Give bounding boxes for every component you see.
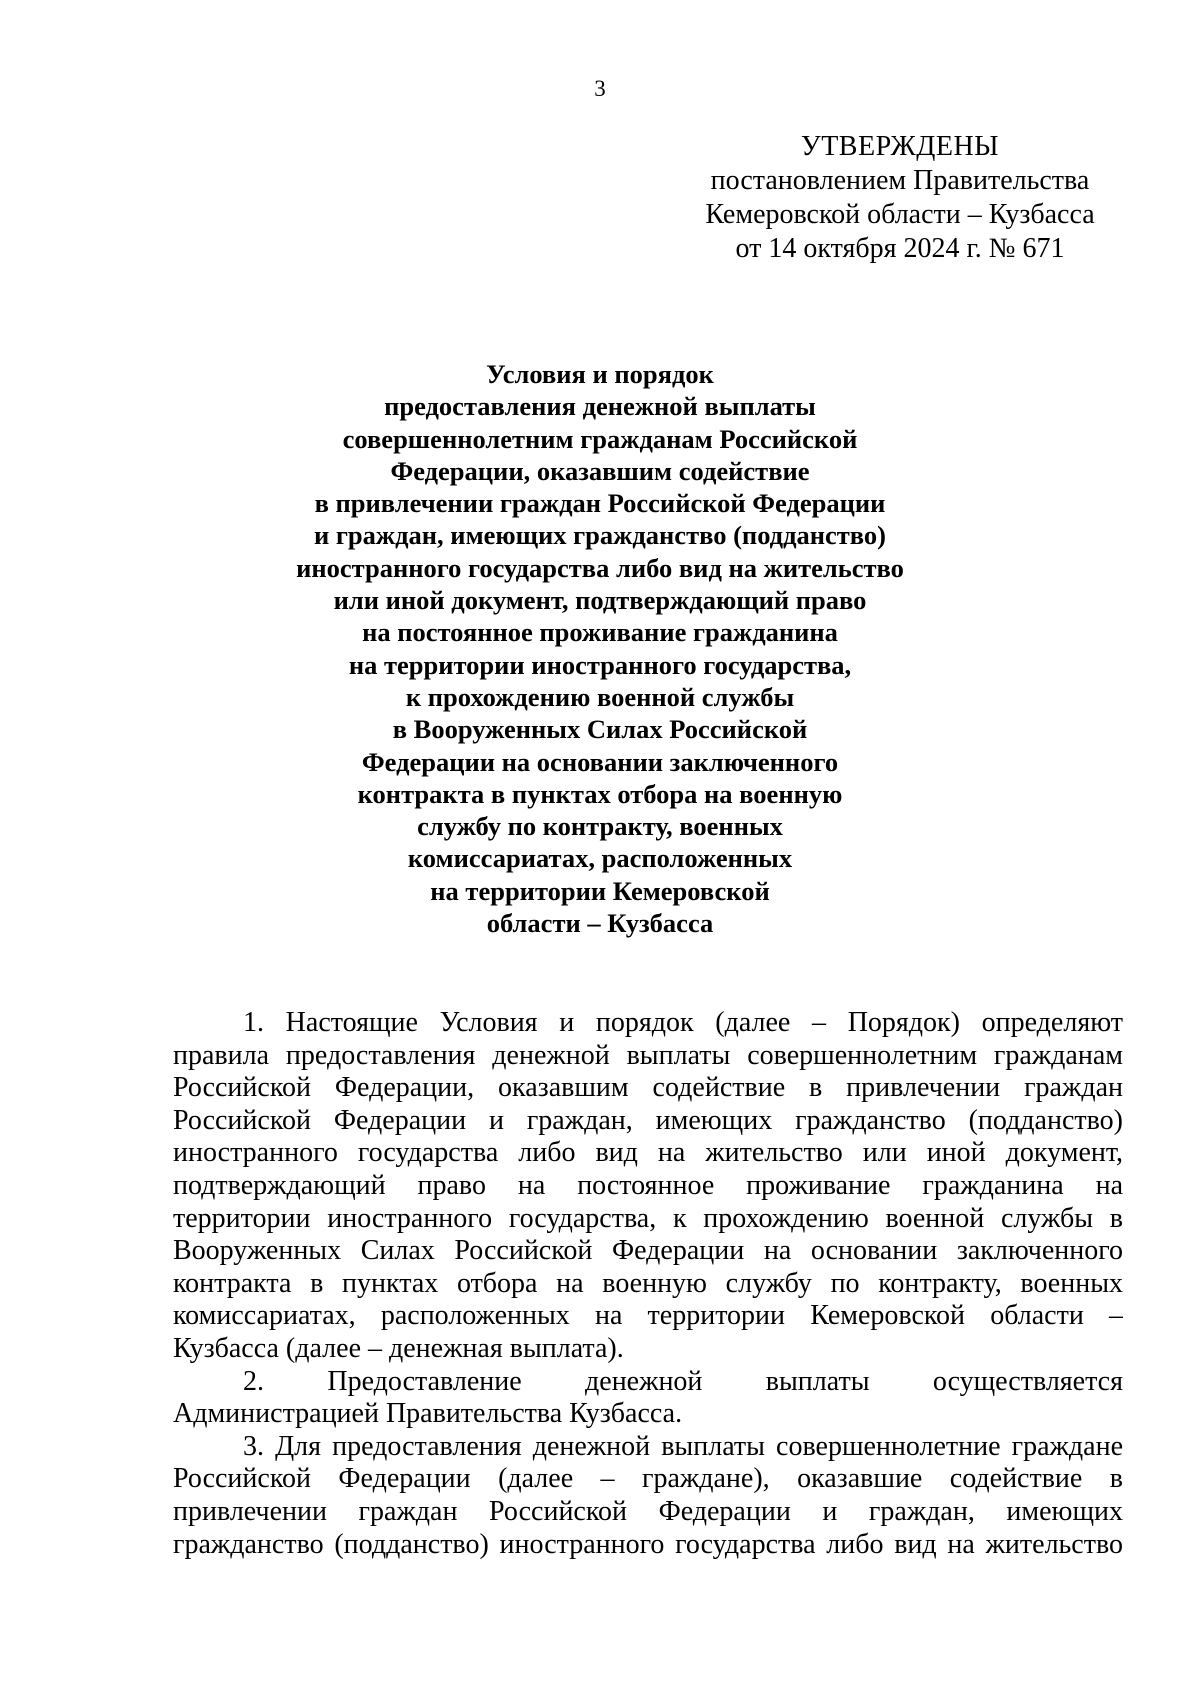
title-line: предоставления денежной выплаты [384,391,816,422]
paragraph-line: 3. Для предоставления денежной выплаты совершеннолетние граждане [243,1430,1123,1462]
title-line: на территории Кемеровской [430,875,770,906]
title-line: контракта в пунктах отбора на военную [357,778,843,809]
title-line: службу по контракту, военных [417,811,783,842]
paragraph-line: Российской Федерации (далее – граждане), оказавшие содействие в [173,1463,1123,1495]
title-line: или иной документ, подтверждающий право [333,585,867,616]
paragraph-3 [173,1431,1123,1561]
document-body [173,1007,1123,1561]
paragraph-1 [173,1007,1123,1366]
approval-heading: УТВЕРЖДЕНЫ [800,131,1000,162]
title-line: и граждан, имеющих гражданство (подданство) [314,520,886,551]
title-line: комиссариатах, расположенных [407,843,793,874]
title-line: Федерации, оказавшим содействие [390,455,810,486]
title-line: на территории иностранного государства, [348,649,852,680]
page-number: 3 [594,76,606,101]
paragraph-line: гражданство (подданство) иностранного государства либо вид на жительство [173,1528,1123,1560]
paragraph-2 [173,1366,1123,1431]
paragraph-line: иностранного государства либо вид на жительство или иной документ, [173,1137,1123,1169]
paragraph-line: контракта в пунктах отбора на военную службу по контракту, военных [173,1267,1123,1299]
paragraph-line: Администрацией Правительства Кузбасса. [173,1398,683,1430]
paragraph-line: привлечении граждан Российской Федерации и граждан, имеющих [173,1495,1123,1527]
paragraph-line: 1. Настоящие Условия и порядок (далее – Порядок) определяют [243,1007,1123,1038]
paragraph-line: комиссариатах, расположенных на территории Кемеровской области – [173,1300,1123,1332]
paragraph-line: правила предоставления денежной выплаты совершеннолетним гражданам [173,1039,1123,1071]
approval-line: постановлением Правительства [710,165,1090,196]
title-line: совершеннолетним гражданам Российской [342,423,858,454]
title-line: в Вооруженных Силах Российской [392,714,808,745]
title-line: Условия и порядок [486,359,714,389]
approval-line: Кемеровской области – Кузбасса [705,199,1095,230]
title-line: области – Кузбасса [486,908,714,939]
paragraph-line: подтверждающий право на постоянное проживание гражданина на [173,1169,1123,1201]
paragraph-line: Российской Федерации и граждан, имеющих гражданство (подданство) [173,1104,1123,1136]
paragraph-line: Вооруженных Силах Российской Федерации на основании заключенного [173,1235,1123,1267]
paragraph-line: территории иностранного государства, к прохождению военной службы в [173,1202,1123,1234]
approval-stamp [700,130,1100,266]
document-title [250,358,950,939]
title-line: на постоянное проживание гражданина [362,617,838,648]
title-line: в привлечении граждан Российской Федерации [314,488,886,519]
paragraph-line: Кузбасса (далее – денежная выплата). [173,1332,624,1364]
approval-date-number: от 14 октября 2024 г. № 671 [735,233,1065,264]
title-line: к прохождению военной службы [405,681,795,712]
title-line: Федерации на основании заключенного [361,746,839,777]
paragraph-line: 2. Предоставление денежной выплаты осуществляется [243,1365,1123,1397]
paragraph-line: Российской Федерации, оказавшим содействие в привлечении граждан [173,1072,1123,1104]
title-line: иностранного государства либо вид на жительство [296,552,904,583]
